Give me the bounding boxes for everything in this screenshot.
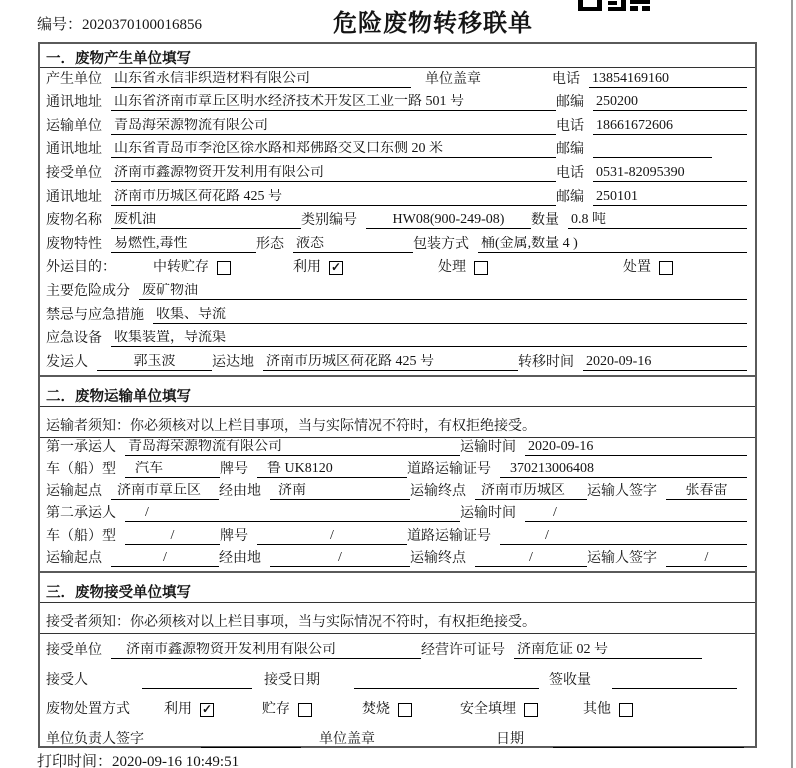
route-end-2-field: / (475, 550, 587, 567)
carrier-sign-2-field: / (666, 550, 747, 567)
producer-unit-label: 产生单位 (46, 71, 102, 87)
treat (438, 260, 488, 276)
receiver-postcode-label: 邮编 (556, 189, 584, 205)
packing-field: 桶(金属,数量 4 ) (478, 236, 747, 253)
waste-property-field: 易燃性,毒性 (111, 236, 256, 253)
transport-phone-field: 18661672606 (593, 118, 747, 135)
via-2-field: / (270, 550, 410, 567)
emergency-measures-label: 禁忌与应急措施 (46, 307, 144, 323)
treat-label: 处理 (438, 260, 466, 276)
transit-storage (153, 260, 231, 276)
row-transfer-purpose (40, 257, 755, 281)
vehicle-type-1-label: 车（船）型 (46, 462, 116, 478)
receiver-unit-label: 接受单位 (46, 165, 102, 181)
transport-postcode-label: 邮编 (556, 142, 584, 158)
route-end-1-label: 运输终点 (410, 484, 466, 500)
row-first-carrier (40, 438, 755, 460)
vehicle-type-2-field: / (125, 528, 220, 545)
recv-utilize-label: 利用 (164, 702, 192, 718)
row-emergency-equipment (40, 328, 755, 352)
transfer-date-field: 2020-09-16 (583, 354, 747, 371)
row-receiver-unit (40, 162, 755, 186)
license-label: 经营许可证号 (421, 643, 505, 659)
transfer-purpose-label: 外运目的： (46, 260, 116, 276)
utilize-label: 利用 (293, 260, 321, 276)
section-receiver (40, 571, 755, 752)
row-second-carrier (40, 504, 755, 526)
receiver-phone-field: 0531-82095390 (593, 165, 747, 182)
row-emergency-measures (40, 304, 755, 328)
receiving-unit-field: 济南市鑫源物资开发利用有限公司 (111, 642, 421, 659)
via-1-label: 经由地 (219, 484, 261, 500)
recv-landfill-checkbox (524, 703, 538, 717)
second-carrier-label: 第二承运人 (46, 506, 116, 522)
receiver-postcode-field: 250101 (593, 189, 747, 206)
recv-landfill-label: 安全填埋 (460, 702, 516, 718)
signed-amount-label: 签收量 (549, 672, 591, 688)
form-field: 液态 (293, 236, 413, 253)
producer-phone-field: 13854169160 (589, 71, 747, 88)
producer-unit-field: 山东省永信非织造材料有限公司 (111, 71, 411, 88)
row-transport-unit (40, 115, 755, 139)
receiver-unit-field: 济南市鑫源物资开发利用有限公司 (111, 165, 556, 182)
recv-other-checkbox (619, 703, 633, 717)
print-time-label: 打印时间： (37, 754, 113, 768)
route-start-2-field: / (111, 550, 219, 567)
row-vehicle-type-2 (40, 526, 755, 548)
transport-address-field: 山东省青岛市李沧区徐水路和郑佛路交叉口东侧 20 米 (111, 141, 556, 158)
receiver-person-label: 接受人 (46, 672, 88, 688)
waste-name-label: 废物名称 (46, 213, 102, 229)
plate-2-label: 牌号 (220, 528, 248, 544)
row-transport-address (40, 139, 755, 163)
page-edge-line (791, 0, 793, 768)
plate-2-field: / (257, 528, 407, 545)
transport-phone-label: 电话 (556, 118, 584, 134)
producer-postcode-label: 邮编 (556, 95, 584, 111)
section-note-transporter: 运输者须知：你必须核对以上栏目事项，当与实际情况不符时，有权拒绝接受。 (40, 407, 755, 438)
row-vehicle-type-1 (40, 460, 755, 482)
main-hazard-label: 主要危险成分 (46, 283, 130, 299)
manifest-table (38, 42, 757, 748)
road-permit-2-label: 道路运输证号 (407, 528, 491, 544)
license-field: 济南危证 02 号 (514, 642, 702, 659)
signed-amount-field (612, 673, 737, 689)
producer-address-field: 山东省济南市章丘区明水经济技术开发区工业一路 501 号 (111, 94, 556, 111)
quantity-field: 0.8 吨 (568, 212, 747, 229)
emergency-equipment-field: 收集装置，导流渠 (111, 330, 747, 347)
section-header-transporter: 二．废物运输单位填写 (40, 375, 755, 407)
recv-incinerate (362, 702, 412, 718)
receiver-phone-label: 电话 (556, 165, 584, 181)
plate-1-label: 牌号 (220, 462, 248, 478)
waste-name-field: 废机油 (111, 212, 301, 229)
doc-number-value: 2020370100016856 (82, 17, 203, 33)
via-1-field: 济南 (270, 483, 410, 500)
transport-postcode-field (593, 142, 712, 158)
section-note-receiver: 接受者须知：你必须核对以上栏目事项，当与实际情况不符时，有权拒绝接受。 (40, 603, 755, 634)
road-permit-1-label: 道路运输证号 (407, 462, 491, 478)
vehicle-type-1-field: 汽车 (125, 461, 220, 478)
date-label: 日期 (496, 731, 524, 747)
producer-phone-label: 电话 (552, 71, 580, 87)
recv-landfill (460, 702, 538, 718)
emergency-equipment-label: 应急设备 (46, 331, 102, 347)
recv-utilize-checkbox: ✓ (201, 702, 213, 717)
quantity-label: 数量 (531, 213, 559, 229)
receive-date-field (354, 673, 539, 689)
row-waste-property (40, 233, 755, 257)
section-header-receiver: 三．废物接受单位填写 (40, 571, 755, 603)
responsible-signature-field (201, 732, 301, 748)
date-field (553, 732, 744, 748)
route-start-2-label: 运输起点 (46, 550, 102, 566)
transport-unit-label: 运输单位 (46, 118, 102, 134)
producer-postcode-field: 250200 (593, 94, 747, 111)
row-route-2 (40, 549, 755, 571)
receiver-person-field (142, 673, 252, 689)
receive-date-label: 接受日期 (264, 672, 320, 688)
destination-label: 运达地 (212, 354, 254, 370)
recv-incinerate-label: 焚烧 (362, 702, 390, 718)
qr-code-fragment-icon (578, 0, 650, 11)
utilize (293, 260, 343, 276)
producer-address-label: 通讯地址 (46, 95, 102, 111)
first-carrier-label: 第一承运人 (46, 439, 116, 455)
route-end-2-label: 运输终点 (410, 550, 466, 566)
disposal-method-label: 废物处置方式 (46, 702, 130, 718)
section-header-producer: 一．废物产生单位填写 (40, 44, 755, 68)
transport-unit-field: 青岛海荣源物流有限公司 (111, 118, 556, 135)
row-main-hazard (40, 280, 755, 304)
transfer-date-label: 转移时间 (518, 354, 574, 370)
carrier-sign-2-label: 运输人签字 (587, 550, 657, 566)
print-time (37, 750, 239, 768)
packing-label: 包装方式 (413, 236, 469, 252)
transport-time-2-field: / (525, 505, 747, 522)
plate-1-field: 鲁 UK8120 (257, 461, 407, 478)
waste-property-label: 废物特性 (46, 236, 102, 252)
recv-store-label: 贮存 (262, 702, 290, 718)
recv-other-label: 其他 (583, 702, 611, 718)
row-receiver-address (40, 186, 755, 210)
route-start-1-field: 济南市章丘区 (111, 483, 219, 500)
category-code-label: 类别编号 (301, 213, 357, 229)
row-disposal-method (40, 693, 755, 723)
responsible-signature-label: 单位负责人签字 (46, 731, 144, 747)
consignor-field: 郭玉波 (97, 354, 212, 371)
recv-utilize (164, 702, 214, 718)
recv-incinerate-checkbox (398, 703, 412, 717)
row-consignor (40, 351, 755, 375)
recv-store (262, 702, 312, 718)
transport-time-2-label: 运输时间 (460, 506, 516, 522)
route-start-1-label: 运输起点 (46, 484, 102, 500)
recv-other (583, 702, 633, 718)
transport-time-field: 2020-09-16 (525, 439, 747, 456)
doc-number-label: 编号： (37, 17, 83, 33)
transport-time-label: 运输时间 (460, 439, 516, 455)
via-2-label: 经由地 (219, 550, 261, 566)
dispose-label: 处置 (623, 260, 651, 276)
print-time-value: 2020-09-16 10:49:51 (112, 754, 240, 768)
recv-store-checkbox (298, 703, 312, 717)
dispose (623, 260, 673, 276)
doc-title: 危险废物转移联单 (333, 11, 533, 37)
dispose-checkbox (659, 261, 673, 275)
main-hazard-field: 废矿物油 (139, 283, 747, 300)
form-label: 形态 (256, 236, 284, 252)
receiver-address-label: 通讯地址 (46, 189, 102, 205)
row-producer-address (40, 92, 755, 116)
first-carrier-field: 青岛海荣源物流有限公司 (125, 439, 460, 456)
road-permit-2-field: / (500, 528, 747, 545)
emergency-measures-field: 收集、导流 (153, 307, 747, 324)
category-code-field: HW08(900-249-08) (366, 212, 531, 229)
route-end-1-field: 济南市历城区 (475, 483, 587, 500)
transit-storage-checkbox (217, 261, 231, 275)
destination-field: 济南市历城区荷花路 425 号 (263, 354, 518, 371)
carrier-sign-1-label: 运输人签字 (587, 484, 657, 500)
row-producer-unit (40, 68, 755, 92)
row-receiving-unit (40, 634, 755, 664)
utilize-checkbox: ✓ (330, 260, 342, 275)
receiver-address-field: 济南市历城区荷花路 425 号 (111, 189, 556, 206)
section-producer (40, 44, 755, 375)
unit-seal-2-label: 单位盖章 (319, 731, 375, 747)
row-route-1 (40, 482, 755, 504)
vehicle-type-2-label: 车（船）型 (46, 528, 116, 544)
row-receiver-person (40, 663, 755, 693)
road-permit-1-field: 370213006408 (500, 461, 747, 478)
transport-address-label: 通讯地址 (46, 142, 102, 158)
row-responsible-signature (40, 722, 755, 752)
row-waste-name (40, 210, 755, 234)
receiving-unit-label: 接受单位 (46, 643, 102, 659)
unit-seal-label: 单位盖章 (425, 71, 481, 87)
carrier-sign-1-field: 张春雷 (666, 483, 747, 500)
consignor-label: 发运人 (46, 354, 88, 370)
second-carrier-field: / (125, 505, 460, 522)
section-transporter (40, 375, 755, 571)
transit-storage-label: 中转贮存 (153, 260, 209, 276)
treat-checkbox (474, 261, 488, 275)
